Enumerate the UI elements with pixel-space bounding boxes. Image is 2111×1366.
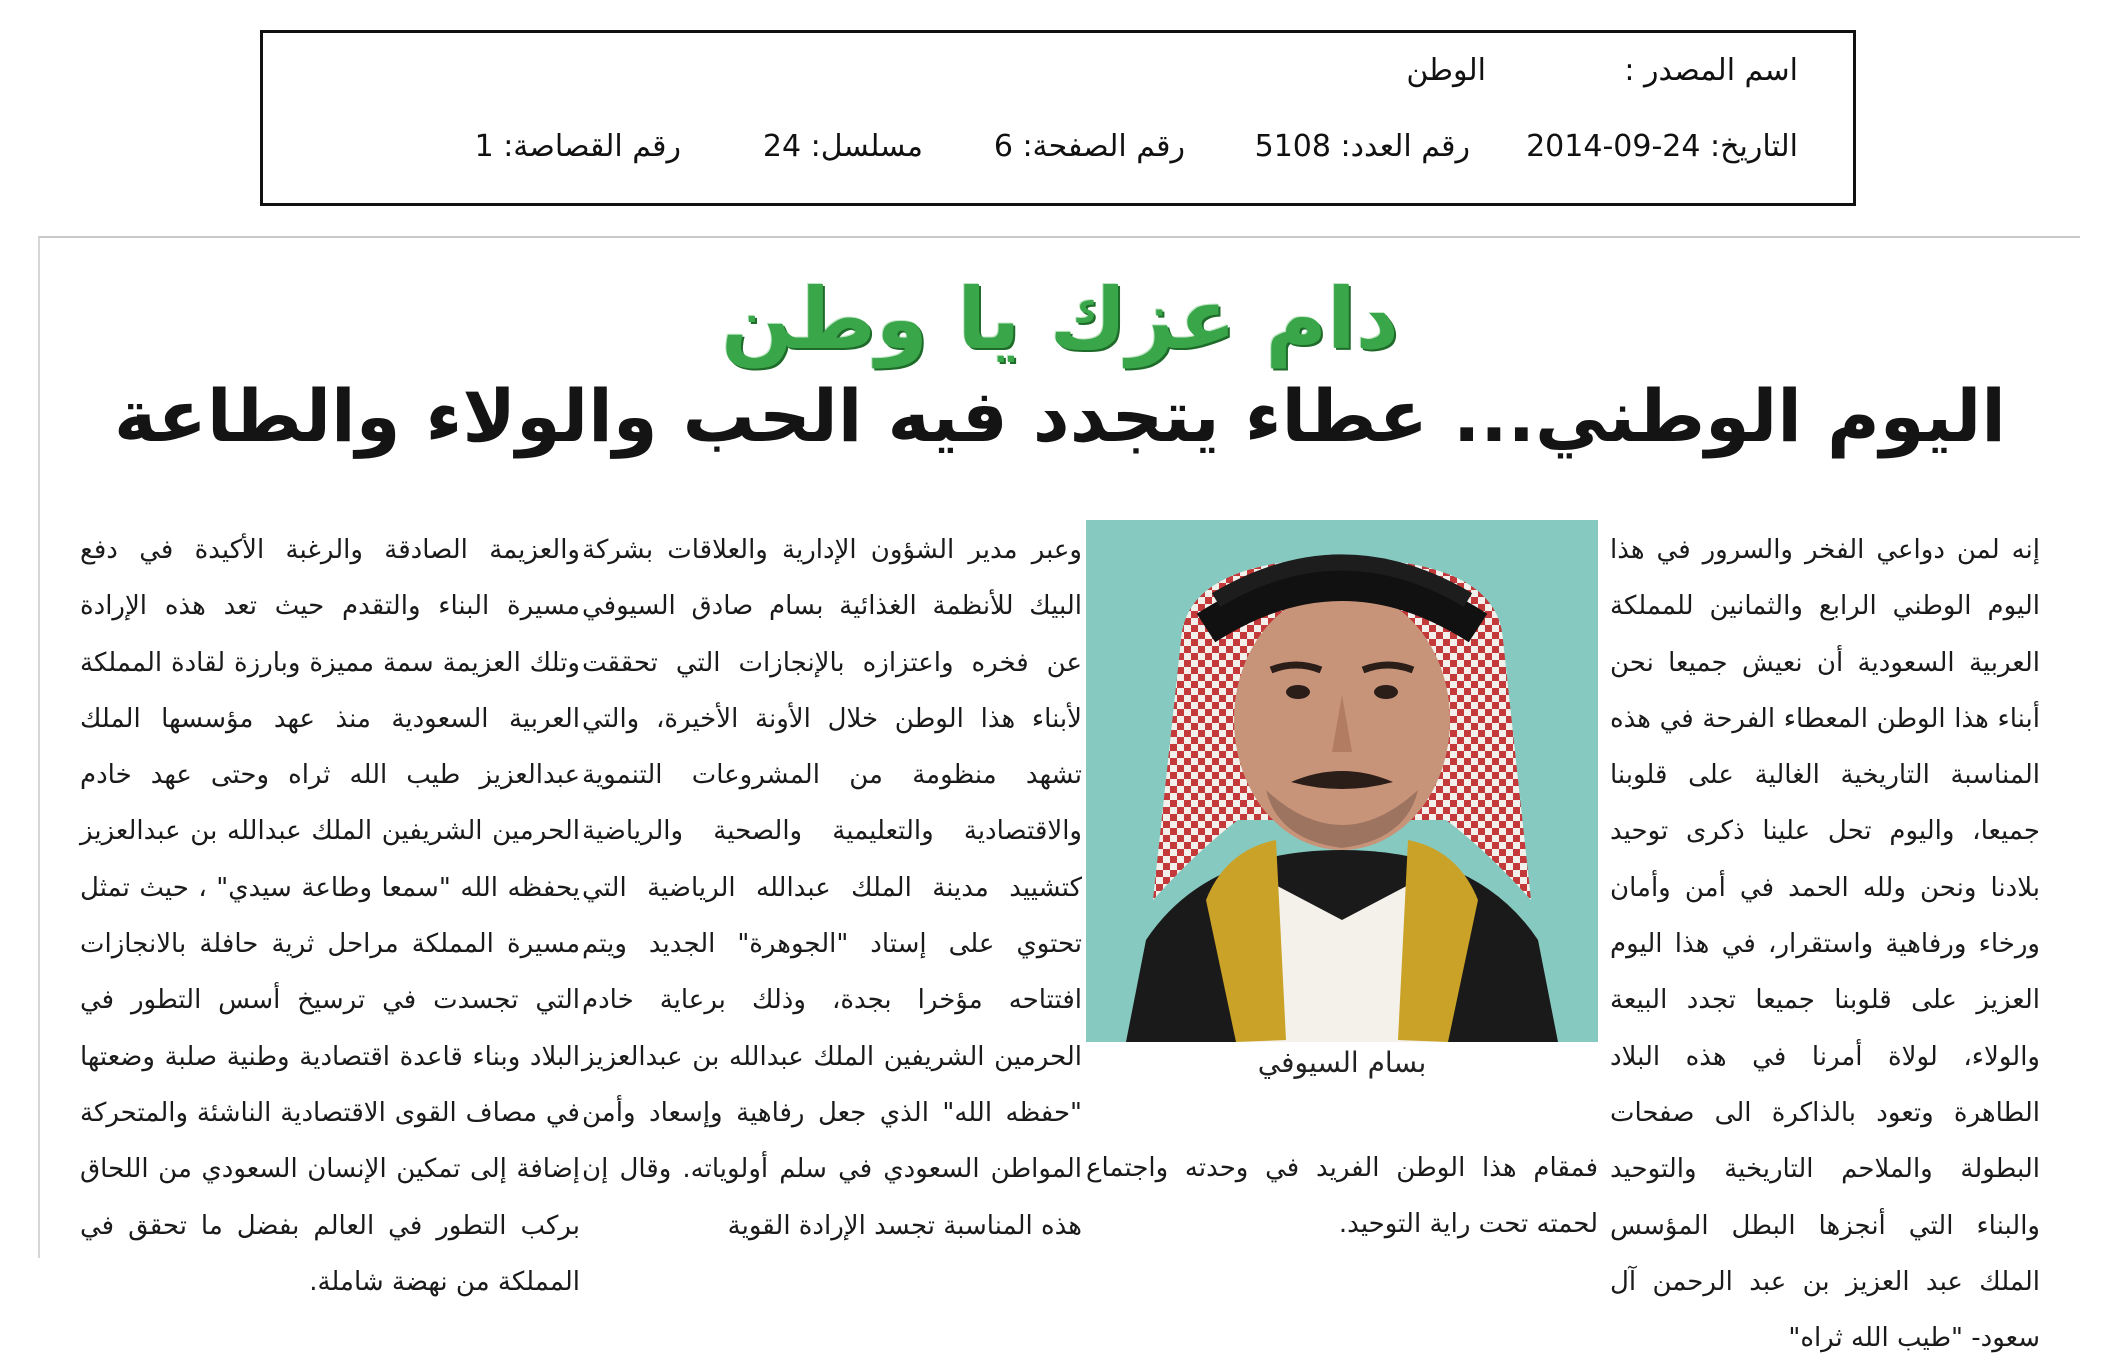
source-row — [263, 33, 1853, 93]
slogan-title: دام عزك يا وطن — [721, 270, 1399, 368]
photo-text-block — [1086, 1140, 1598, 1252]
article-headline: اليوم الوطني... عطاء يتجدد فيه الحب والولاء والطاعة — [113, 374, 2006, 458]
article-column-2 — [582, 522, 1082, 1254]
issue-number: رقم العدد: 5108 — [1254, 129, 1470, 164]
clipping-number: رقم القصاصة: 1 — [474, 129, 681, 164]
article-column-3 — [80, 522, 580, 1310]
newspaper-clipping — [38, 236, 2080, 1354]
photo-caption: بسام السيوفي — [1257, 1046, 1427, 1079]
serial-number: مسلسل: 24 — [762, 129, 923, 164]
source-value: الوطن — [1406, 53, 1486, 88]
article-column-1 — [1610, 522, 2040, 1366]
date-field: التاريخ: 24-09-2014 — [1526, 129, 1798, 164]
portrait-photo-icon — [1086, 520, 1598, 1042]
page-number: رقم الصفحة: 6 — [993, 129, 1185, 164]
column-1-text: إنه لمن دواعي الفخر والسرور في هذا اليوم الوطني الرابع والثمانين للمملكة العربية السعودية أن نعيش جميعا نحن أبناء هذا الوطن المعطاء الفرحة في هذه المناسبة التاريخية الغالية على قلوبنا جميعا، واليوم تحل علينا ذكرى توحيد بلادنا ونحن ولله الحمد في أمن وأمان ورخاء ورفاهية واستقرار، في هذا اليوم العزيز على قلوبنا جميعا تجدد البيعة والولاء، لولاة أمرنا في هذه البلاد الطاهرة وتعود بالذاكرة الى صفحات البطولة والملاحم التاريخية والتوحيد والبناء التي أنجزها البطل المؤسس الملك عبد العزيز بن عبد الرحمن آل سعود- "طيب الله ثراه" — [1610, 535, 2040, 1354]
details-row — [263, 93, 1853, 164]
column-3-text: والعزيمة الصادقة والرغبة الأكيدة في دفع مسيرة البناء والتقدم حيث تعد هذه الإرادة وتلك العزيمة سمة مميزة وبارزة لقادة المملكة العربية السعودية منذ عهد مؤسسها الملك عبدالعزيز طيب الله ثراه وحتى عهد خادم الحرمين الشريفين الملك عبدالله بن عبدالعزيز يحفظه الله "سمعا وطاعة سيدي" ، حيث تمثل مسيرة المملكة مراحل ثرية حافلة بالانجازات التي تجسدت في ترسيخ أسس التطور في البلاد وبناء قاعدة اقتصادية وطنية صلبة وضعتها في مصاف القوى الاقتصادية الناشئة والمتحركة إضافة إلى تمكين الإنسان السعودي من اللحاق بركب التطور في العالم بفضل ما تحقق في المملكة من نهضة شاملة. — [80, 535, 580, 1297]
source-label: اسم المصدر : — [1624, 53, 1798, 88]
photo-text: فمقام هذا الوطن الفريد في وحدته واجتماع لحمته تحت راية التوحيد. — [1086, 1153, 1598, 1239]
column-2-text: وعبر مدير الشؤون الإدارية والعلاقات بشركة البيك للأنظمة الغذائية بسام صادق السيوفي عن فخره واعتزازه بالإنجازات التي تحققت لأبناء هذا الوطن خلال الأونة الأخيرة، والتي تشهد منظومة من المشروعات التنموية والاقتصادية والتعليمية والصحية والرياضية كتشييد مدينة الملك عبدالله الرياضية التي تحتوي على إستاد "الجوهرة" الجديد ويتم افتتاحه مؤخرا بجدة، وذلك برعاية خادم الحرمين الشريفين الملك عبدالله بن عبدالعزيز "حفظه الله" الذي جعل رفاهية وإسعاد وأمن المواطن السعودي في سلم أولوياته. وقال إن هذه المناسبة تجسد الإرادة القوية — [582, 535, 1082, 1241]
source-info-box — [260, 30, 1856, 206]
